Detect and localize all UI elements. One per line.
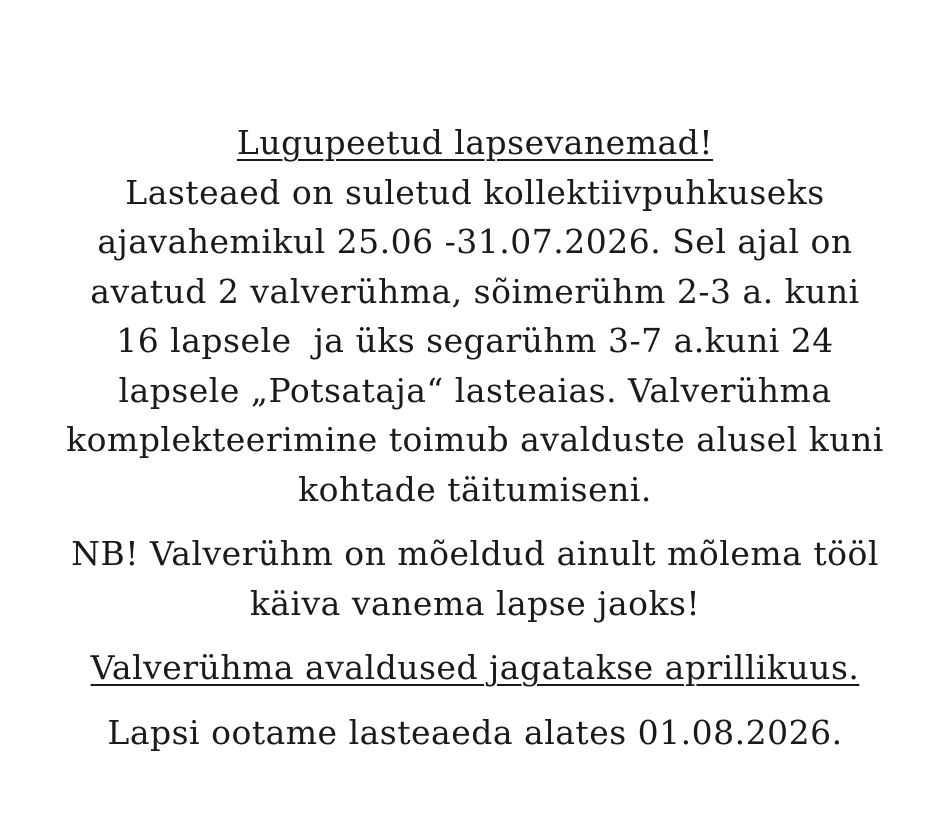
greeting-paragraph (0, 118, 950, 168)
closure-paragraph (0, 168, 950, 515)
closure-line: lapsele „Potsataja“ lasteaias. Valverühma (118, 370, 832, 410)
closure-line: ajavahemikul 25.06 -31.07.2026. Sel ajal on (97, 222, 853, 261)
closure-line: Lasteaed on suletud kollektiivpuhkuseks (125, 172, 825, 212)
closure-line: avatud 2 valverühma, sõimerühm 2-3 a. kuni (90, 271, 860, 311)
closure-line: kohtade täitumiseni. (298, 469, 652, 509)
notice (0, 118, 950, 757)
closure-line: komplekteerimine toimub avalduste alusel kuni (66, 420, 884, 459)
greeting-heading: Lugupeetud lapsevanemad! (236, 123, 714, 162)
applications-note: Valverühma avaldused jagatakse aprillikuus. (90, 648, 860, 687)
nb-line: NB! Valverühm on mõeldud ainult mõlema tööl (71, 534, 879, 573)
nb-line: käiva vanema lapse jaoks! (249, 583, 701, 623)
nb-paragraph (0, 529, 950, 628)
start-date-note: Lapsi ootame lasteaeda alates 01.08.2026. (107, 712, 843, 752)
start-paragraph (0, 708, 950, 758)
closure-line: 16 lapsele ja üks segarühm 3-7 a.kuni 24 (116, 321, 834, 360)
applications-paragraph (0, 643, 950, 693)
